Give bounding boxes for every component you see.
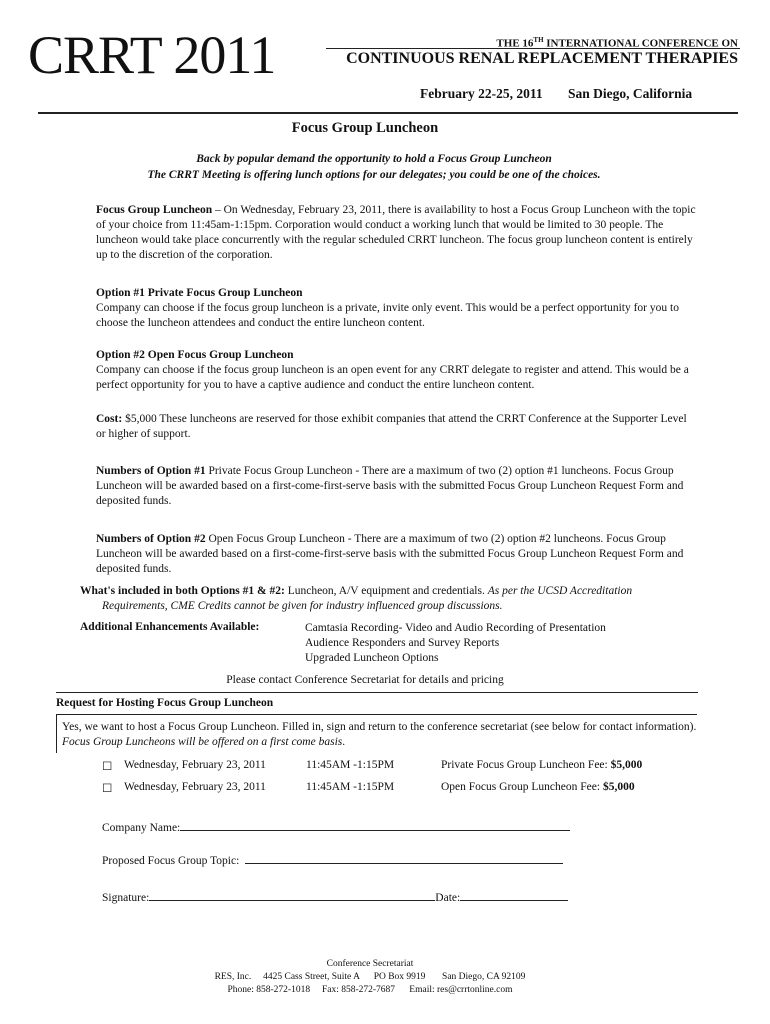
footer: Conference Secretariat RES, Inc. 4425 Cass Street, Suite A PO Box 9919 San Diego, CA 92109 Phone: 858-272-1018 Fax: 858-272-7687 Email: res@crrtonline.com [214, 959, 526, 995]
enhancement-item: Upgraded Luncheon Options [305, 652, 439, 664]
private-option-checkbox[interactable]: ☐ [102, 761, 113, 773]
contact-note: Please contact Conference Secretariat for details and pricing [226, 674, 504, 686]
open-option-checkbox[interactable]: ☐ [102, 783, 113, 795]
header-rule [38, 112, 738, 114]
option2-paragraph: Option #2 Open Focus Group Luncheon Company can choose if the focus group luncheon is an open event for any CRRT delegate to register and attend. This would be a perfect opportunity for you to have a captive audience and conduct the entire luncheon content. [96, 349, 689, 391]
private-option-date: Wednesday, February 23, 2011 [124, 759, 266, 771]
open-option-date: Wednesday, February 23, 2011 [124, 781, 266, 793]
date-label: Date: [435, 892, 461, 904]
intro-text: Back by popular demand the opportunity to hold a Focus Group Luncheon The CRRT Meeting is offering lunch options for our delegates; you could be one of the choices. [147, 153, 601, 181]
request-intro: Yes, we want to host a Focus Group Luncheon. Filled in, sign and return to the conference secretariat (see below for contact information). Focus Group Luncheons will be offered on a first come basis. [62, 721, 697, 748]
request-title: Request for Hosting Focus Group Luncheon [56, 697, 274, 709]
signature-field[interactable]: Signature: Date: [102, 889, 568, 904]
page-title: Focus Group Luncheon [291, 120, 439, 136]
enhancements-list [305, 621, 606, 666]
option1-paragraph: Option #1 Private Focus Group Luncheon Company can choose if the focus group luncheon is a private, invite only event. This would be a perfect opportunity for you to choose the luncheon attendees and conduct the entire luncheon content. [96, 287, 679, 329]
conference-logo: CRRT 2011 [28, 25, 276, 85]
cost-paragraph: Cost: $5,000 These luncheons are reserved for those exhibit companies that attend the CRRT Conference at the Supporter Level or higher of support. [96, 413, 687, 440]
conference-name: CONTINUOUS RENAL REPLACEMENT THERAPIES [346, 50, 738, 67]
whats-included: What's included in both Options #1 & #2: Luncheon, A/V equipment and credentials. As per the UCSD Accreditation Requirements, CME Credits cannot be given for industry influenced group discussions. [80, 585, 633, 612]
conference-dates: February 22-25, 2011 [420, 86, 543, 101]
numbers-option1-paragraph: Numbers of Option #1 Private Focus Group Luncheon - There are a maximum of two (2) option #1 luncheons. Focus Group Luncheon will be awarded based on a first-come-first-serve basis with the submitted Focus Group Luncheon Request Form and deposited funds. [96, 465, 684, 507]
open-option-time: 11:45AM -1:15PM [306, 781, 395, 793]
private-option-fee: Private Focus Group Luncheon Fee: $5,000 [441, 759, 643, 771]
enhancement-item: Camtasia Recording- Video and Audio Recording of Presentation [305, 622, 606, 634]
date-field[interactable] [460, 889, 568, 901]
topic-field[interactable]: Proposed Focus Group Topic: [102, 852, 563, 867]
conference-subtitle: THE 16TH INTERNATIONAL CONFERENCE ON [496, 36, 738, 50]
focus-group-paragraph: Focus Group Luncheon – On Wednesday, February 23, 2011, there is availability to host a Focus Group Luncheon with the topic of your choice from 11:45am-1:15pm. Corporation would conduct a working lunch that would be limited to 30 people. The luncheon would take place concurrently with the regular scheduled CRRT luncheon. The focus group luncheon content is entirely up to the discretion of the corporation. [96, 204, 696, 261]
private-option-time: 11:45AM -1:15PM [306, 759, 395, 771]
open-option-fee: Open Focus Group Luncheon Fee: $5,000 [441, 781, 635, 793]
conference-city: San Diego, California [568, 86, 693, 101]
numbers-option2-paragraph: Numbers of Option #2 Open Focus Group Luncheon - There are a maximum of two (2) option #2 luncheons. Focus Group Luncheon will be awarded based on a first-come-first-serve basis with the submitted Focus Group Luncheon Request Form and deposited funds. [96, 533, 684, 575]
enhancement-item: Audience Responders and Survey Reports [305, 637, 500, 649]
request-divider [56, 692, 698, 693]
enhancements-label: Additional Enhancements Available: [80, 621, 260, 633]
company-name-field[interactable]: Company Name: [102, 819, 570, 834]
